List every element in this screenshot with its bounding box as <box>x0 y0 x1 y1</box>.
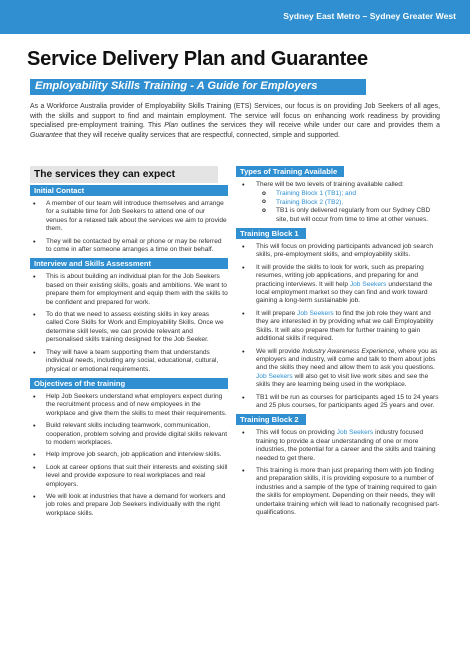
list-item: • A member of our team will introduce themselves and arrange for a suitable time for Job Seekers to attend one of our venues for a relaxed talk about the services we aim to provide them. <box>30 200 228 234</box>
types-sublist <box>256 190 442 224</box>
tb2-list <box>236 429 442 517</box>
list-item: • Look at career options that suit their interests and existing skill level and provide exposure to real workplaces and real employers. <box>30 464 228 489</box>
list-item: • Build relevant skills including teamwork, communication, cooperation, problem solving and provide digital skills relevant to modern workplaces. <box>30 422 228 447</box>
list-item: • This training is more than just preparing them with job finding and preparation skills, it is providing exposure to a number of industries and a sample of the type of training required to gain the skills for employment. Depending on their needs, they will undertake training which will lead to nationally recognised part-qualifications. <box>236 467 442 517</box>
tb2-bar: Training Block 2 <box>236 414 306 425</box>
list-item: • Help Job Seekers understand what employers expect during the recruitment process and of new employees in the workplace and give them the skills to meet their requirements. <box>30 393 228 418</box>
left-column <box>30 166 228 522</box>
list-item: • We will provide Industry Awareness Experience, where you as employers and industry, will come and talk to them about jobs and the skills they need and allow them to ask you questions. Job Seekers will also get to visit live work sites and see the skills they are learning being used in the workplace. <box>236 348 442 390</box>
initial-contact-bar: Initial Contact <box>30 185 228 196</box>
list-item: • They will have a team supporting them that understands individual needs, including any social, educational, cultural, physical or emotional requirements. <box>30 349 228 374</box>
interview-bar: Interview and Skills Assessment <box>30 258 228 269</box>
list-item: • This will focus on providing Job Seekers industry focused training to provide a clear understanding of one or more industries, the potential for a career and the skills and training needed to get there. <box>236 429 442 463</box>
list-item: • To do that we need to assess existing skills in key areas called Core Skills for Work and Employability Skills. Once we determine skill levels, we can provide relevant and personalised skills training designed for the Job Seeker. <box>30 311 228 345</box>
subtitle: Employability Skills Training - A Guide for Employers <box>35 80 318 92</box>
header-bar <box>0 0 470 34</box>
list-item: • They will be contacted by email or phone or may be referred to come in after someone arranges a time on their behalf. <box>30 238 228 255</box>
list-item: • This will focus on providing participants advanced job search skills, pre-employment skills, and employability skills. <box>236 243 442 260</box>
list-item: • This is about building an individual plan for the Job Seekers based on their existing skills, goals and ambitions. We want to prepare them for employment and equip them with the skills to be confident and prepared for work. <box>30 273 228 307</box>
list-item: • There will be two levels of training available called: o Training Block 1 (TB1); and o Training Block 2 (TB2). o TB1 is only delivered regularly from our Sydney CBD site, but will occur from time to time at other venues. <box>236 181 442 224</box>
list-item: • Help improve job search, job application and interview skills. <box>30 451 228 459</box>
tb1-list <box>236 243 442 410</box>
sub-item: o TB1 is only delivered regularly from our Sydney CBD site, but will occur from time to time at other venues. <box>256 207 442 224</box>
sub-item: o Training Block 1 (TB1); and <box>256 190 442 198</box>
region-label: Sydney East Metro – Sydney Greater West <box>283 11 456 21</box>
right-column <box>236 166 442 521</box>
tb1-bar: Training Block 1 <box>236 228 306 239</box>
objectives-bar: Objectives of the training <box>30 378 228 389</box>
list-item: • TB1 will be run as courses for participants aged 15 to 24 years and 25 plus courses, for participants aged 25 years and over. <box>236 394 442 411</box>
objectives-list <box>30 393 228 518</box>
list-item: • We will look at industries that have a demand for workers and job roles and prepare Job Seekers individually with the right workplace skills. <box>30 493 228 518</box>
intro-paragraph: As a Workforce Australia provider of Employability Skills Training (ETS) Services, our focus is on providing Job Seekers of all ages, with the skills and support to find and maintain employment. The service will focus on enhancing work readiness by providing specialised pre-employment training. This Plan outlines the services they will receive while under our care and provides them a Guarantee that they will receive quality services that are respectful, connected, simple and supported. <box>30 103 440 139</box>
list-item: • It will prepare Job Seekers to find the job role they want and they are interested in by providing what we call Employability Skills. It will also prepare them for further training to gain additional skills if required. <box>236 310 442 344</box>
list-item: • It will provide the skills to look for work, such as preparing resumes, writing job applications, and preparing for and practicing interviews. It will help Job Seekers understand the local employment market so they can find and work toward gaining a long-term sustainable job. <box>236 264 442 306</box>
page-title: Service Delivery Plan and Guarantee <box>27 48 368 70</box>
types-bar: Types of Training Available <box>236 166 344 177</box>
initial-contact-list <box>30 200 228 254</box>
subtitle-banner <box>30 79 366 95</box>
sub-item: o Training Block 2 (TB2). <box>256 199 442 207</box>
types-list <box>236 181 442 224</box>
services-heading: The services they can expect <box>30 166 218 183</box>
interview-list <box>30 273 228 373</box>
